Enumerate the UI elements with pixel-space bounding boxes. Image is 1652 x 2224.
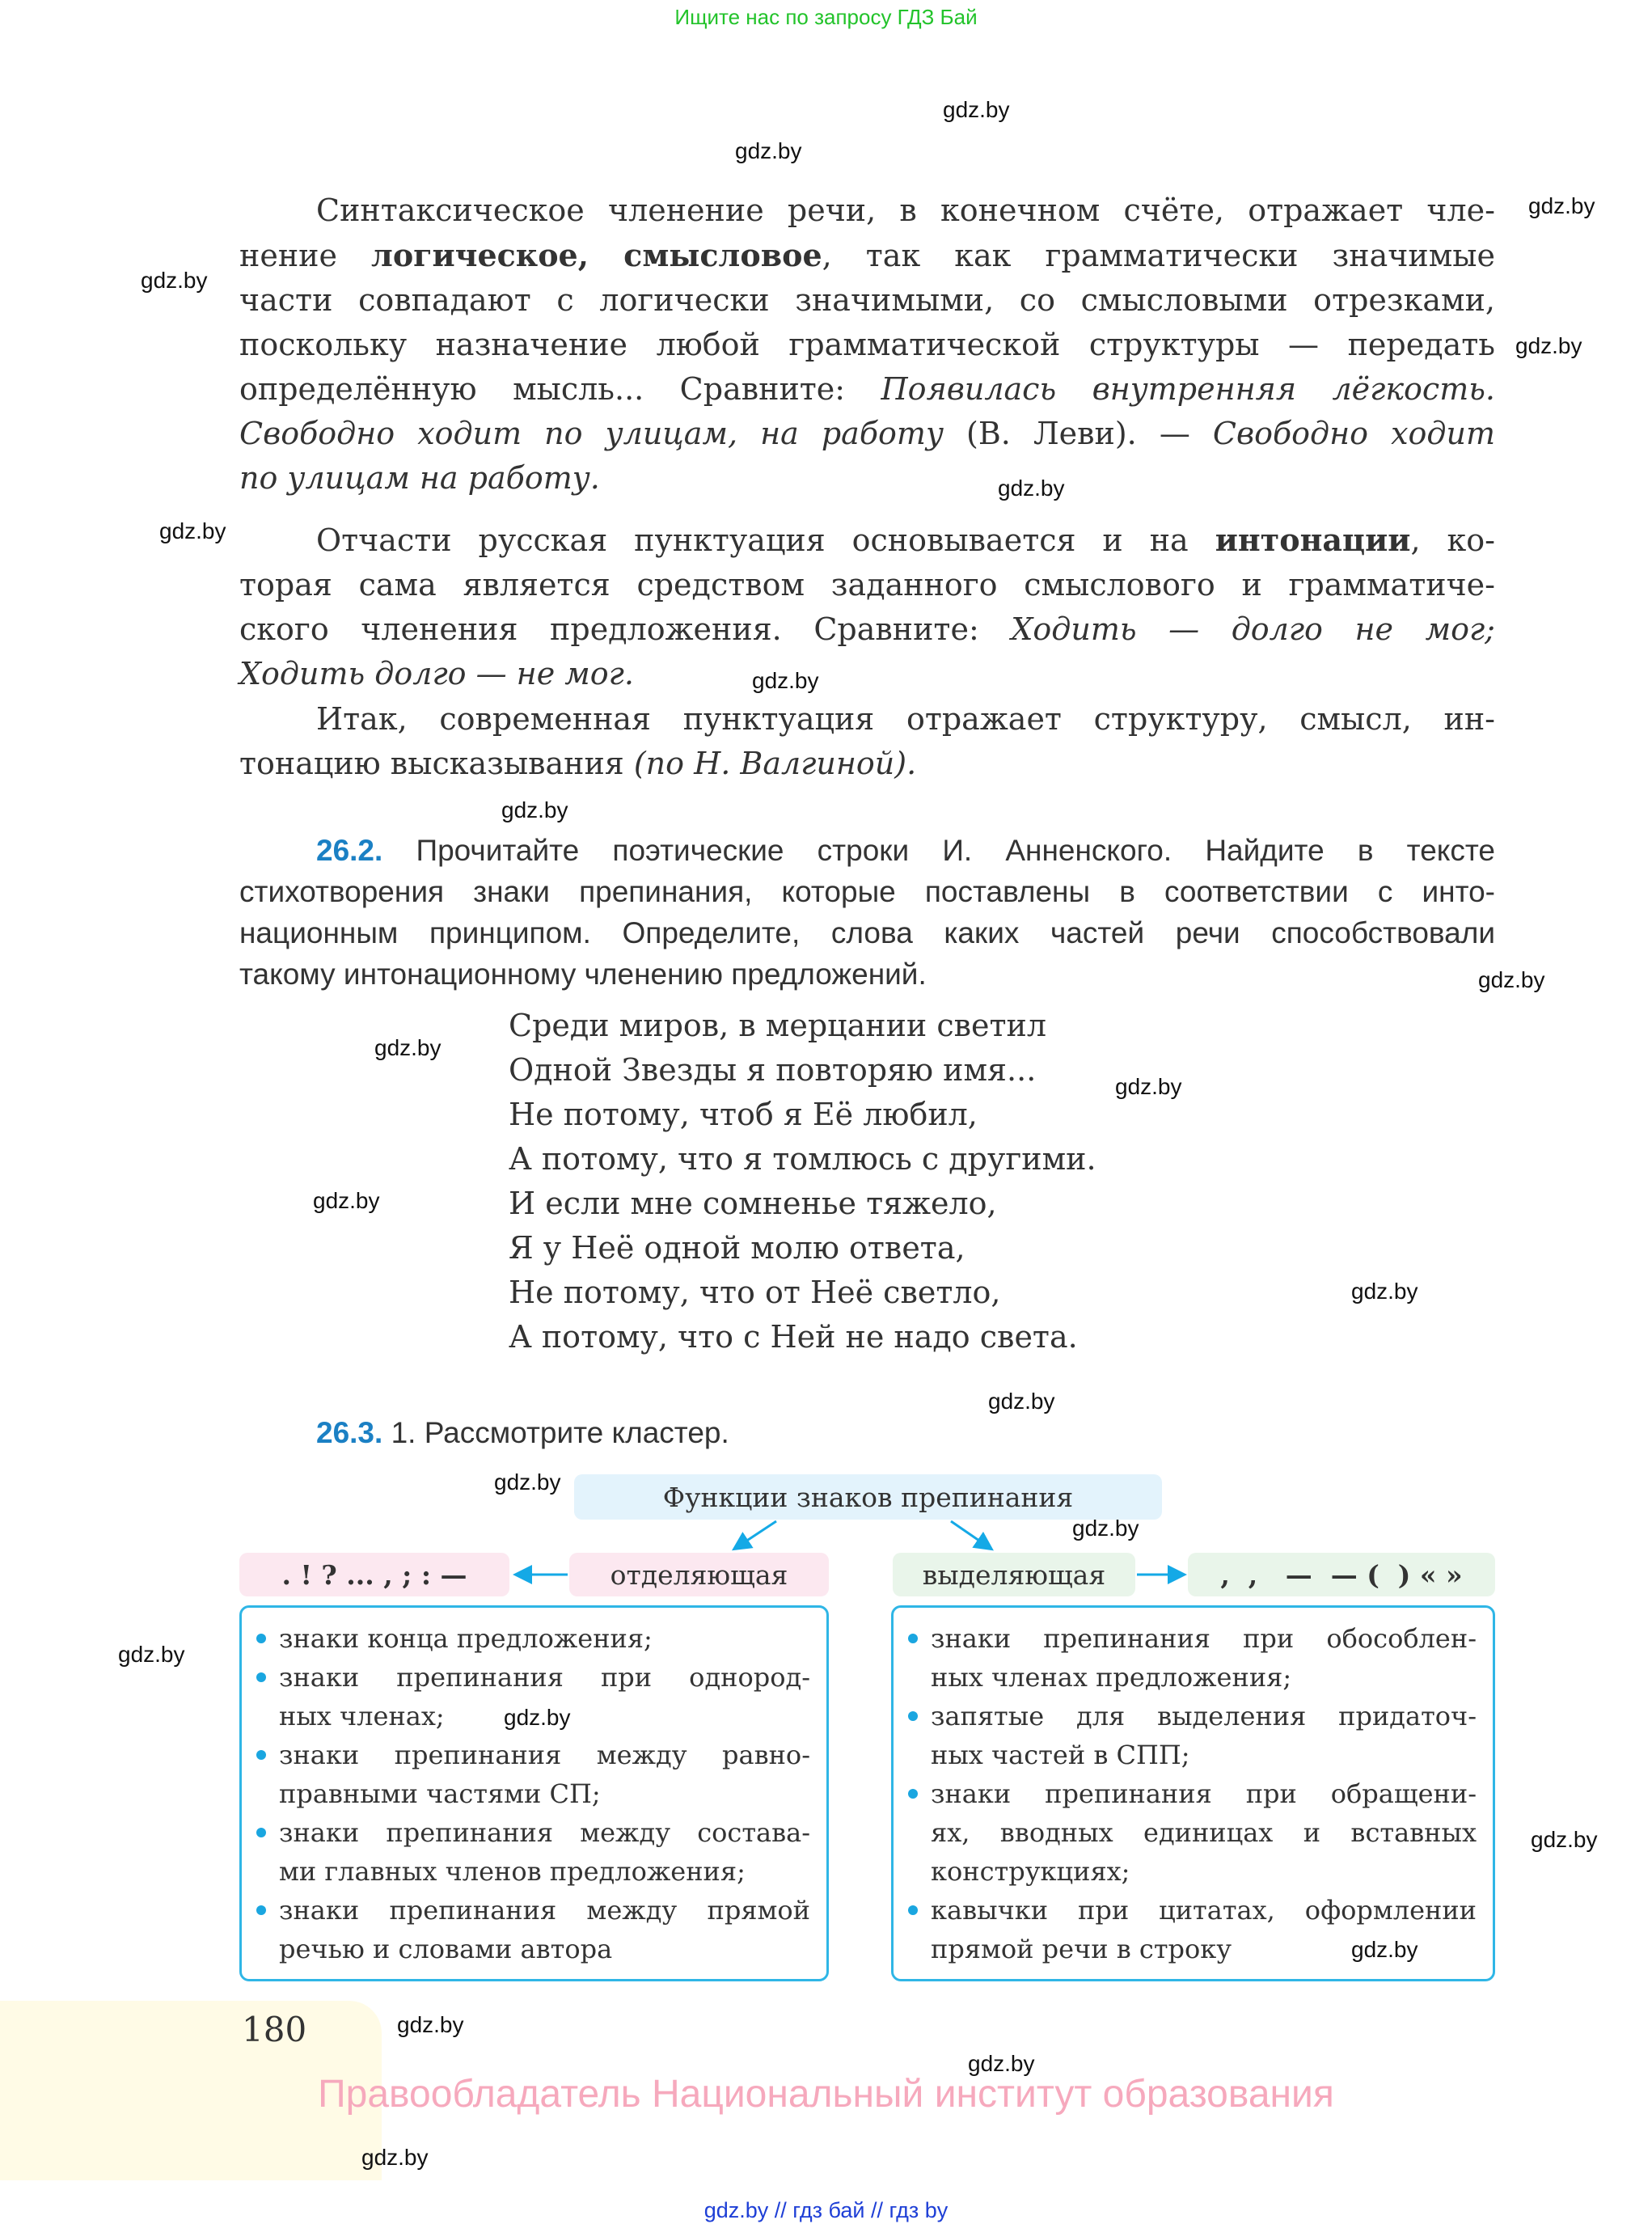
text: знаки препинания между равно-: [279, 1740, 810, 1770]
text-line: [279, 1619, 810, 1658]
text-line: [931, 1658, 1477, 1697]
gdz-watermark: gdz.by: [988, 1389, 1055, 1414]
text: кавычки при цитатах, оформлении: [931, 1895, 1477, 1926]
text: знаки препинания при обращени-: [931, 1778, 1477, 1809]
highlighting-marks: , , — — ( ) « »: [1188, 1553, 1495, 1596]
text-line: [931, 1736, 1477, 1774]
text: национным принципом. Определите, слова каких частей речи способствовали: [239, 916, 1495, 949]
text: знаки препинания между прямой: [279, 1895, 810, 1926]
poem-line: Среди миров, в мерцании светил: [509, 1008, 1046, 1043]
gdz-watermark: gdz.by: [1531, 1827, 1598, 1852]
text: ях, вводных единицах и вставных: [931, 1817, 1477, 1848]
text: определённую мысль... Сравните:: [239, 371, 881, 407]
search-hint: Ищите нас по запросу ГДЗ Бай: [674, 5, 978, 29]
gdz-watermark: gdz.by: [141, 268, 208, 293]
poem-line: А потому, что с Ней не надо света.: [509, 1319, 1078, 1355]
text: правными частями СП;: [279, 1778, 601, 1809]
text: Синтаксическое членение речи, в конечном счёте, отражает чле-: [316, 192, 1495, 228]
text-line: [279, 1891, 810, 1930]
arrow-to-highlighting: [951, 1521, 990, 1548]
text-line: [931, 1891, 1477, 1930]
text: запятые для выделения придаточ-: [931, 1701, 1477, 1731]
gdz-watermark: gdz.by: [1528, 193, 1595, 218]
copyright-watermark: Правообладатель Национальный институт образования: [318, 2073, 1334, 2116]
text: ского членения предложения. Сравните:: [239, 611, 1012, 647]
bold-text: логическое, смысловое: [371, 237, 822, 273]
list-item: [906, 1619, 1477, 1697]
text: конструкциях;: [931, 1856, 1130, 1887]
poem-line: Не потому, что от Неё светло,: [509, 1275, 1001, 1310]
text-line: [279, 1813, 810, 1852]
text: знаки конца предложения;: [279, 1623, 653, 1654]
gdz-watermark: gdz.by: [998, 476, 1065, 501]
text: Отчасти русская пунктуация основывается и на: [316, 522, 1215, 558]
gdz-watermark: gdz.by: [735, 138, 802, 163]
text: ных членах предложения;: [931, 1662, 1292, 1693]
text-line: [279, 1852, 810, 1891]
text: прямой речи в строку: [931, 1934, 1232, 1964]
exercise-number: 26.2.: [316, 834, 383, 867]
text: , так как грамматически значимые: [822, 238, 1495, 273]
list-item: [255, 1813, 810, 1891]
text-line: [279, 1736, 810, 1774]
bullet-icon: [908, 1789, 918, 1799]
text: (В. Леви). —: [943, 416, 1213, 451]
gdz-watermark: gdz.by: [1351, 1937, 1418, 1962]
gdz-watermark: gdz.by: [361, 2145, 429, 2170]
gdz-watermark: gdz.by: [968, 2051, 1035, 2076]
text: Итак, современная пунктуация отражает структуру, смысл, ин-: [316, 701, 1495, 737]
text-line: [931, 1852, 1477, 1891]
poem-line: Одной Звезды я повторяю имя...: [509, 1052, 1037, 1088]
text: знаки препинания при однород-: [279, 1662, 810, 1693]
text-line: [931, 1813, 1477, 1852]
highlighting-label: выделяющая: [893, 1553, 1135, 1596]
italic-text: Свободно ходит по улицам, на работу: [239, 416, 944, 451]
highlighting-functions-list: [891, 1605, 1495, 1981]
text: части совпадают с логически значимыми, со смысловыми отрезками,: [239, 282, 1495, 318]
list-item: [906, 1774, 1477, 1891]
italic-text: (по Н. Валгиной).: [633, 746, 917, 781]
italic-text: Ходить долго — не мог.: [239, 656, 634, 691]
text: такому интонационному членению предложений.: [239, 958, 927, 991]
exercise-number: 26.3.: [316, 1416, 383, 1449]
bullet-icon: [256, 1828, 266, 1837]
gdz-watermark: gdz.by: [1351, 1279, 1418, 1304]
bullet-icon: [908, 1711, 918, 1721]
text-line: [931, 1619, 1477, 1658]
gdz-watermark: gdz.by: [374, 1035, 442, 1060]
text: поскольку назначение любой грамматической структуры — передать: [239, 327, 1495, 362]
gdz-watermark: gdz.by: [1115, 1074, 1182, 1099]
gdz-watermark: gdz.by: [1515, 333, 1582, 358]
poem-line: Не потому, чтоб я Её любил,: [509, 1097, 978, 1132]
italic-text: Ходить — долго не мог;: [1011, 611, 1495, 647]
separating-label: отделяющая: [569, 1553, 829, 1596]
italic-text: Свободно ходит: [1212, 416, 1495, 451]
text-line: [931, 1774, 1477, 1813]
text-line: [931, 1697, 1477, 1736]
page-number: 180: [242, 2010, 307, 2049]
bullet-icon: [256, 1634, 266, 1643]
text: стихотворения знаки препинания, которые поставлены в соответствии с инто-: [239, 875, 1495, 908]
italic-text: Появилась внутренняя лёгкость.: [881, 371, 1495, 407]
gdz-watermark: gdz.by: [752, 668, 819, 693]
separating-functions-list: [239, 1605, 829, 1981]
list-item: [255, 1619, 810, 1658]
bullet-icon: [908, 1634, 918, 1643]
text: ми главных членов предложения;: [279, 1856, 746, 1887]
gdz-watermark: gdz.by: [313, 1188, 380, 1213]
cluster-title: Функции знаков препинания: [574, 1474, 1162, 1520]
gdz-watermark: gdz.by: [501, 797, 568, 822]
text: нение: [239, 238, 372, 273]
text-line: [279, 1658, 810, 1697]
text: , ко-: [1410, 522, 1495, 558]
list-item: [255, 1736, 810, 1813]
gdz-watermark: gdz.by: [943, 97, 1010, 122]
text: речью и словами автора: [279, 1934, 613, 1964]
gdz-watermark: gdz.by: [1478, 967, 1545, 992]
gdz-watermark: gdz.by: [504, 1705, 571, 1730]
gdz-watermark: gdz.by: [159, 518, 226, 543]
gdz-watermark: gdz.by: [118, 1642, 185, 1667]
text: 1. Рассмотрите кластер.: [382, 1416, 729, 1449]
poem-line: И если мне сомненье тяжело,: [509, 1186, 997, 1221]
bullet-icon: [256, 1905, 266, 1915]
bold-text: интонации: [1215, 522, 1411, 558]
text: Прочитайте поэтические строки И. Анненского. Найдите в тексте: [382, 834, 1495, 867]
text: знаки препинания между состава-: [279, 1817, 810, 1848]
text-line: [279, 1930, 810, 1968]
bullet-icon: [256, 1672, 266, 1682]
separating-marks: . ! ? ... , ; : —: [239, 1553, 509, 1596]
bullet-icon: [256, 1750, 266, 1760]
text: тонацию высказывания: [239, 746, 634, 781]
arrow-to-separating: [736, 1521, 776, 1548]
italic-text: по улицам на работу.: [239, 460, 600, 496]
text: ных членах;: [279, 1701, 445, 1731]
bottom-link[interactable]: gdz.by // гдз бай // гдз by: [703, 2198, 949, 2222]
gdz-watermark: gdz.by: [397, 2012, 464, 2037]
bullet-icon: [908, 1905, 918, 1915]
list-item: [906, 1697, 1477, 1774]
text: торая сама является средством заданного смыслового и грамматиче-: [239, 567, 1495, 603]
gdz-watermark: gdz.by: [1072, 1516, 1139, 1541]
poem-line: А потому, что я томлюсь с другими.: [509, 1141, 1096, 1177]
gdz-watermark: gdz.by: [494, 1469, 561, 1495]
text-line: [279, 1774, 810, 1813]
poem-line: Я у Неё одной молю ответа,: [509, 1230, 965, 1266]
text: ных частей в СПП;: [931, 1740, 1190, 1770]
text: знаки препинания при обособлен-: [931, 1623, 1477, 1654]
list-item: [255, 1891, 810, 1968]
